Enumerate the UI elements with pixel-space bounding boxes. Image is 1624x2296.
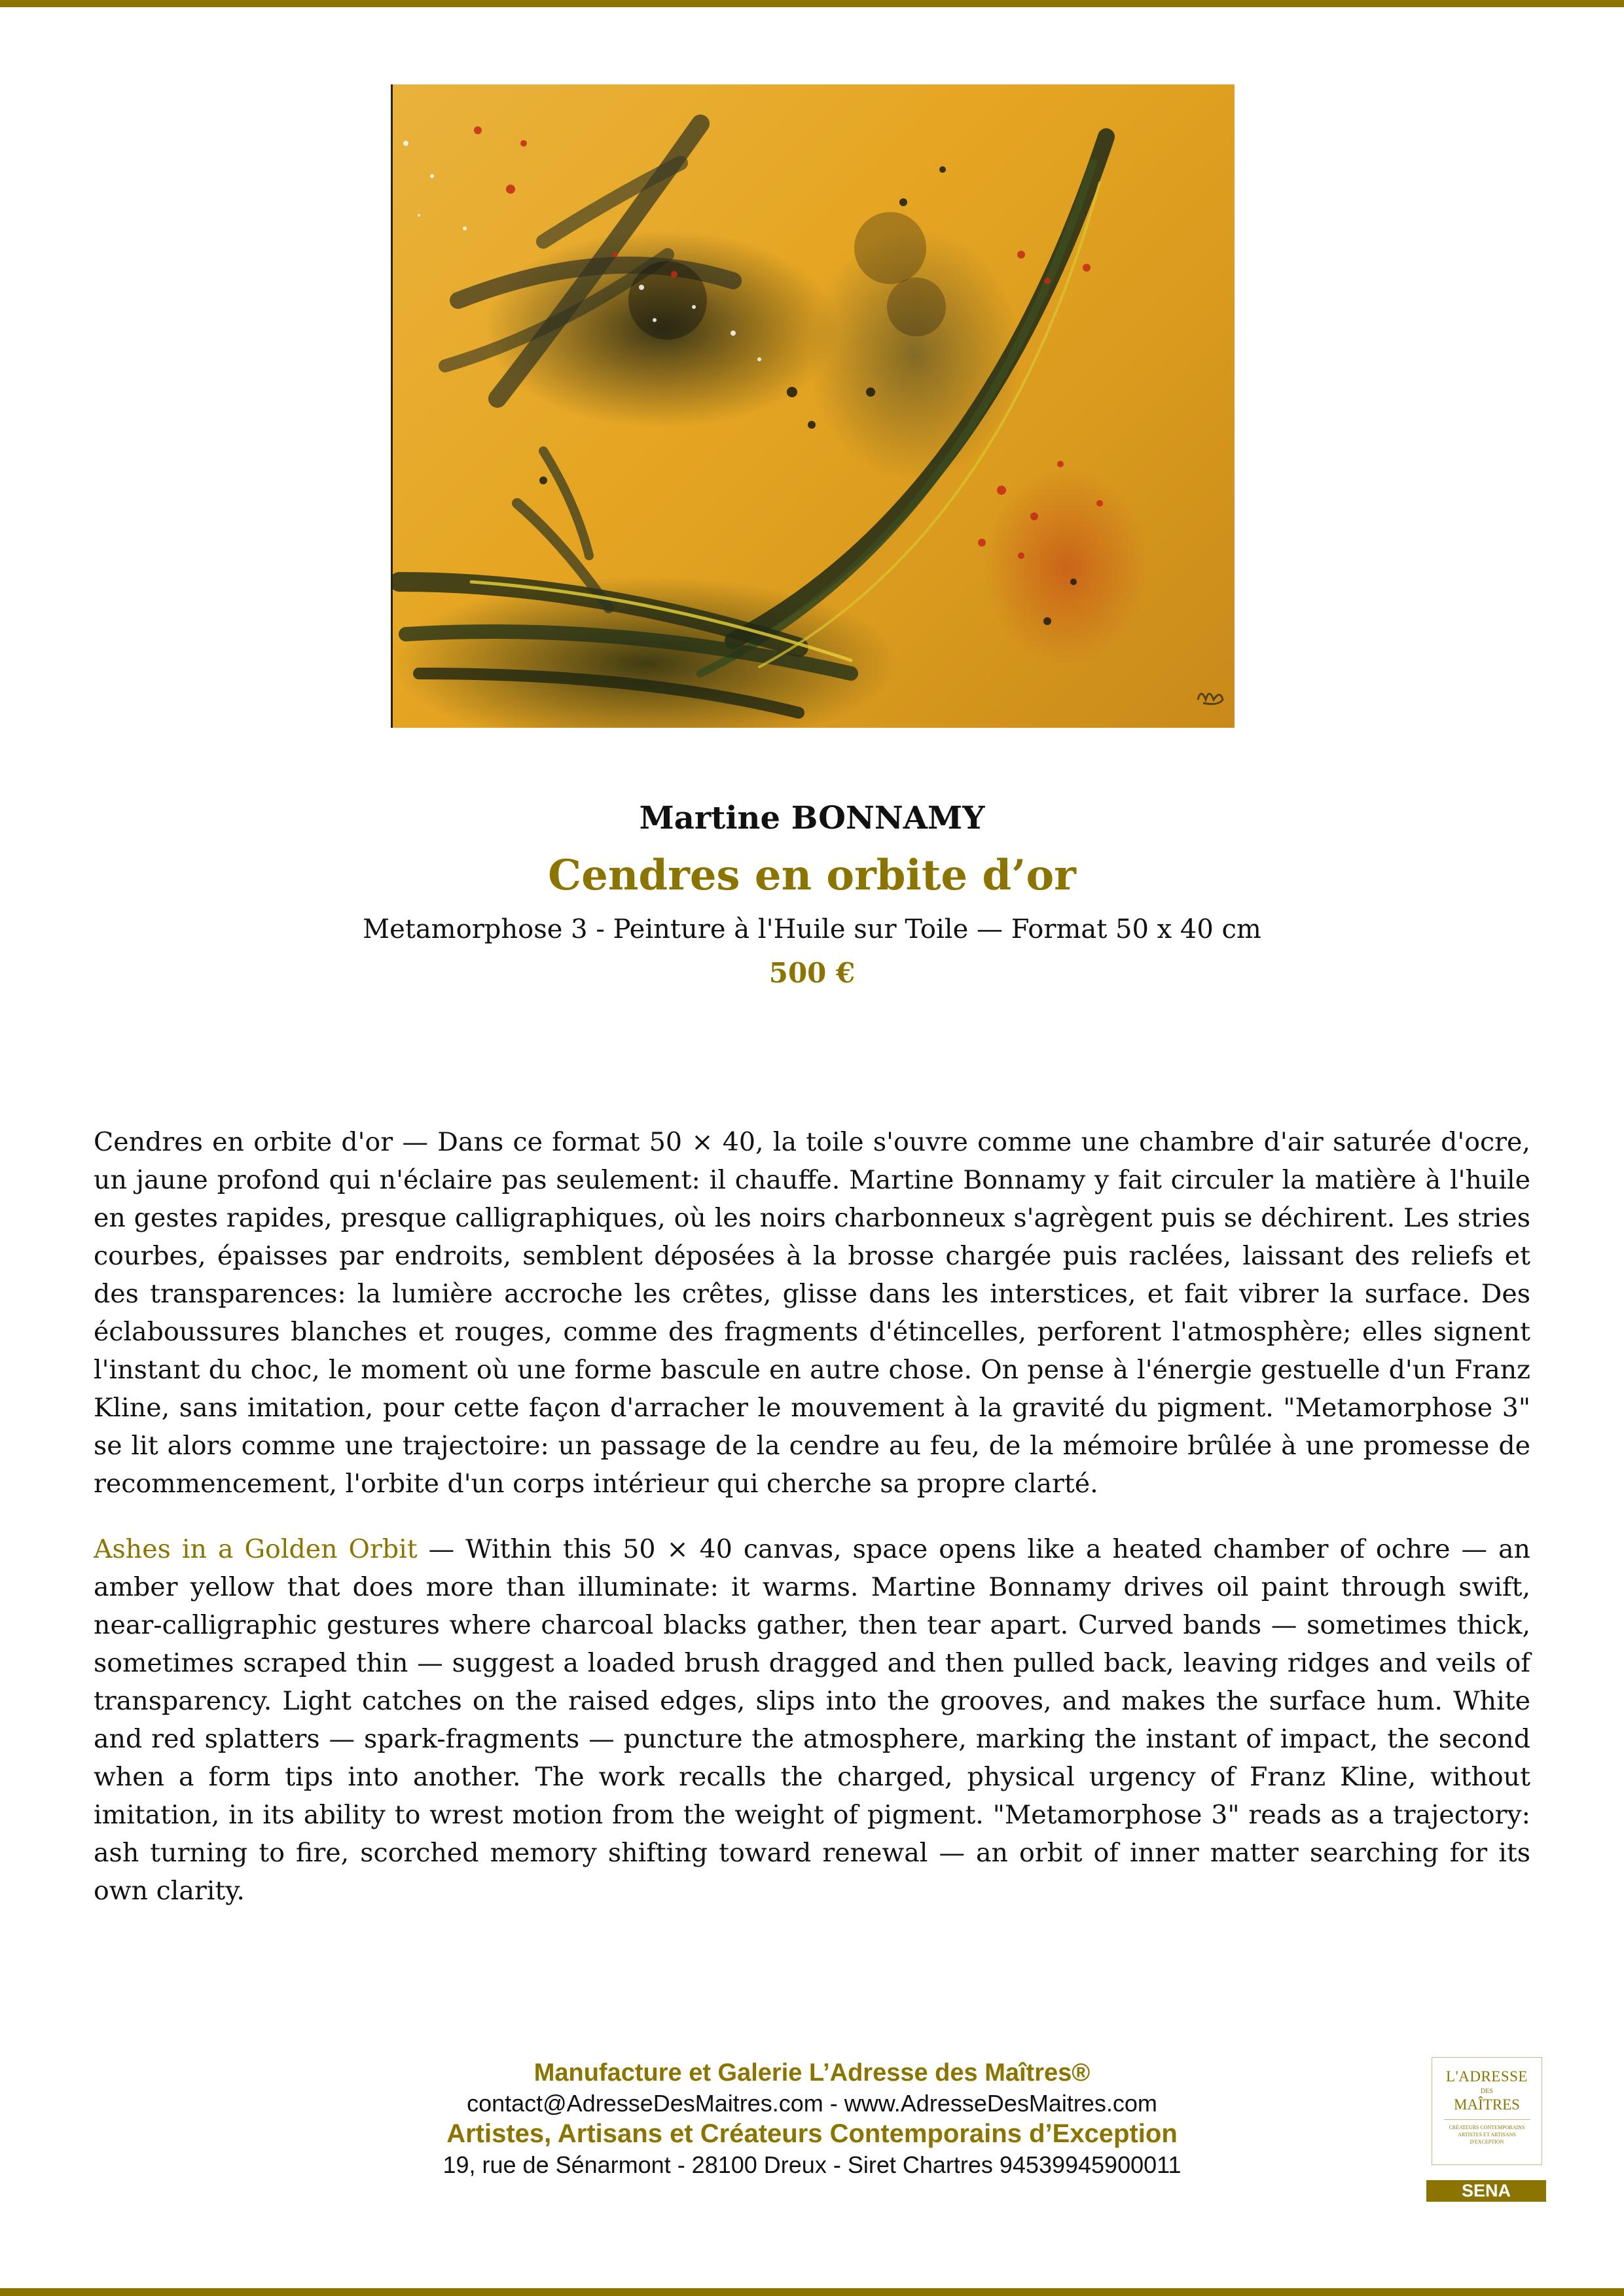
logo-line-1: L'ADRESSE [1446,2068,1528,2085]
painting-strokes [393,84,1235,728]
logo-line-3: MAÎTRES [1454,2096,1520,2113]
artwork-image [391,84,1235,728]
gallery-name: Manufacture et Galerie L’Adresse des Maîtres® [533,2059,1091,2087]
gallery-tagline: Artistes, Artisans et Créateurs Contemporains d’Exception [446,2119,1178,2148]
logo-line-4: CRÉATEURS CONTEMPORAINS [1449,2125,1525,2130]
artwork-price: 500 € [768,957,856,989]
gallery-contact[interactable]: contact@AdresseDesMaitres.com - www.AdresseDesMaitres.com [467,2090,1157,2117]
logo-line-6: D'EXCEPTION [1470,2139,1504,2145]
sena-badge: SENA [1426,2180,1546,2202]
artist-signature [1198,694,1223,704]
top-border [0,0,1624,7]
artwork-title: Cendres en orbite d’or [548,851,1076,900]
description-english [94,1530,1530,1910]
gallery-logo [1432,2057,1542,2165]
english-description-body: — Within this 50 × 40 canvas, space opens like a heated chamber of ochre — an amber yellow that does more than illuminate: it warms. Martine Bonnamy drives oil paint through swift, near-calligraphic gestures where charcoal blacks gather, then tear apart. Curved bands — sometimes thick, sometimes scraped thin — suggest a loaded brush dragged and then pulled back, leaving ridges and veils of transparency. Light catches on the raised edges, slips into the grooves, and makes the surface hum. White and red splatters — spark-fragments — puncture the atmosphere, marking the instant of impact, the second when a form tips into another. The work recalls the charged, physical urgency of Franz Kline, without imitation, in its ability to wrest motion from the weight of pigment. "Metamorphose 3" reads as a trajectory: ash turning to fire, scorched memory shifting toward renewal — an orbit of inner matter searching for its own clarity. [94,1534,1531,1906]
logo-line-2: DES [1481,2088,1493,2095]
bottom-border [0,2288,1624,2296]
description-french: Cendres en orbite d'or — Dans ce format 50 × 40, la toile s'ouvre comme une chambre d'air saturée d'ocre, un jaune profond qui n'éclaire pas seulement: il chauffe. Martine Bonnamy y fait circuler la matière à l'huile en gestes rapides, presque calligraphiques, où les noirs charbonneux s'agrègent puis se déchirent. Les stries courbes, épaisses par endroits, semblent déposées à la brosse chargée puis raclées, laissant des reliefs et des transparences: la lumière accroche les crêtes, glisse dans les interstices, et fait vibrer la surface. Des éclaboussures blanches et rouges, comme des fragments d'étincelles, perforent l'atmosphère; elles signent l'instant du choc, le moment où une forme bascule en autre chose. On pense à l'énergie gestuelle d'un Franz Kline, sans imitation, pour cette façon d'arracher le mouvement à la gravité du pigment. "Metamorphose 3" se lit alors comme une trajectoire: un passage de la cendre au feu, de la mémoire brûlée à une promesse de recommencement, l'orbite d'un corps intérieur qui cherche sa propre clarté. [94,1127,1530,1499]
logo-line-5: ARTISTES ET ARTISANS [1458,2132,1516,2138]
logo-divider [1444,2119,1530,2120]
gallery-address: 19, rue de Sénarmont - 28100 Dreux - Siret Chartres 94539945900011 [442,2151,1182,2178]
artist-name: Martine BONNAMY [639,800,985,836]
artwork-subtitle: Metamorphose 3 - Peinture à l'Huile sur Toile — Format 50 x 40 cm [363,914,1261,944]
english-title-lead: Ashes in a Golden Orbit [94,1534,418,1564]
